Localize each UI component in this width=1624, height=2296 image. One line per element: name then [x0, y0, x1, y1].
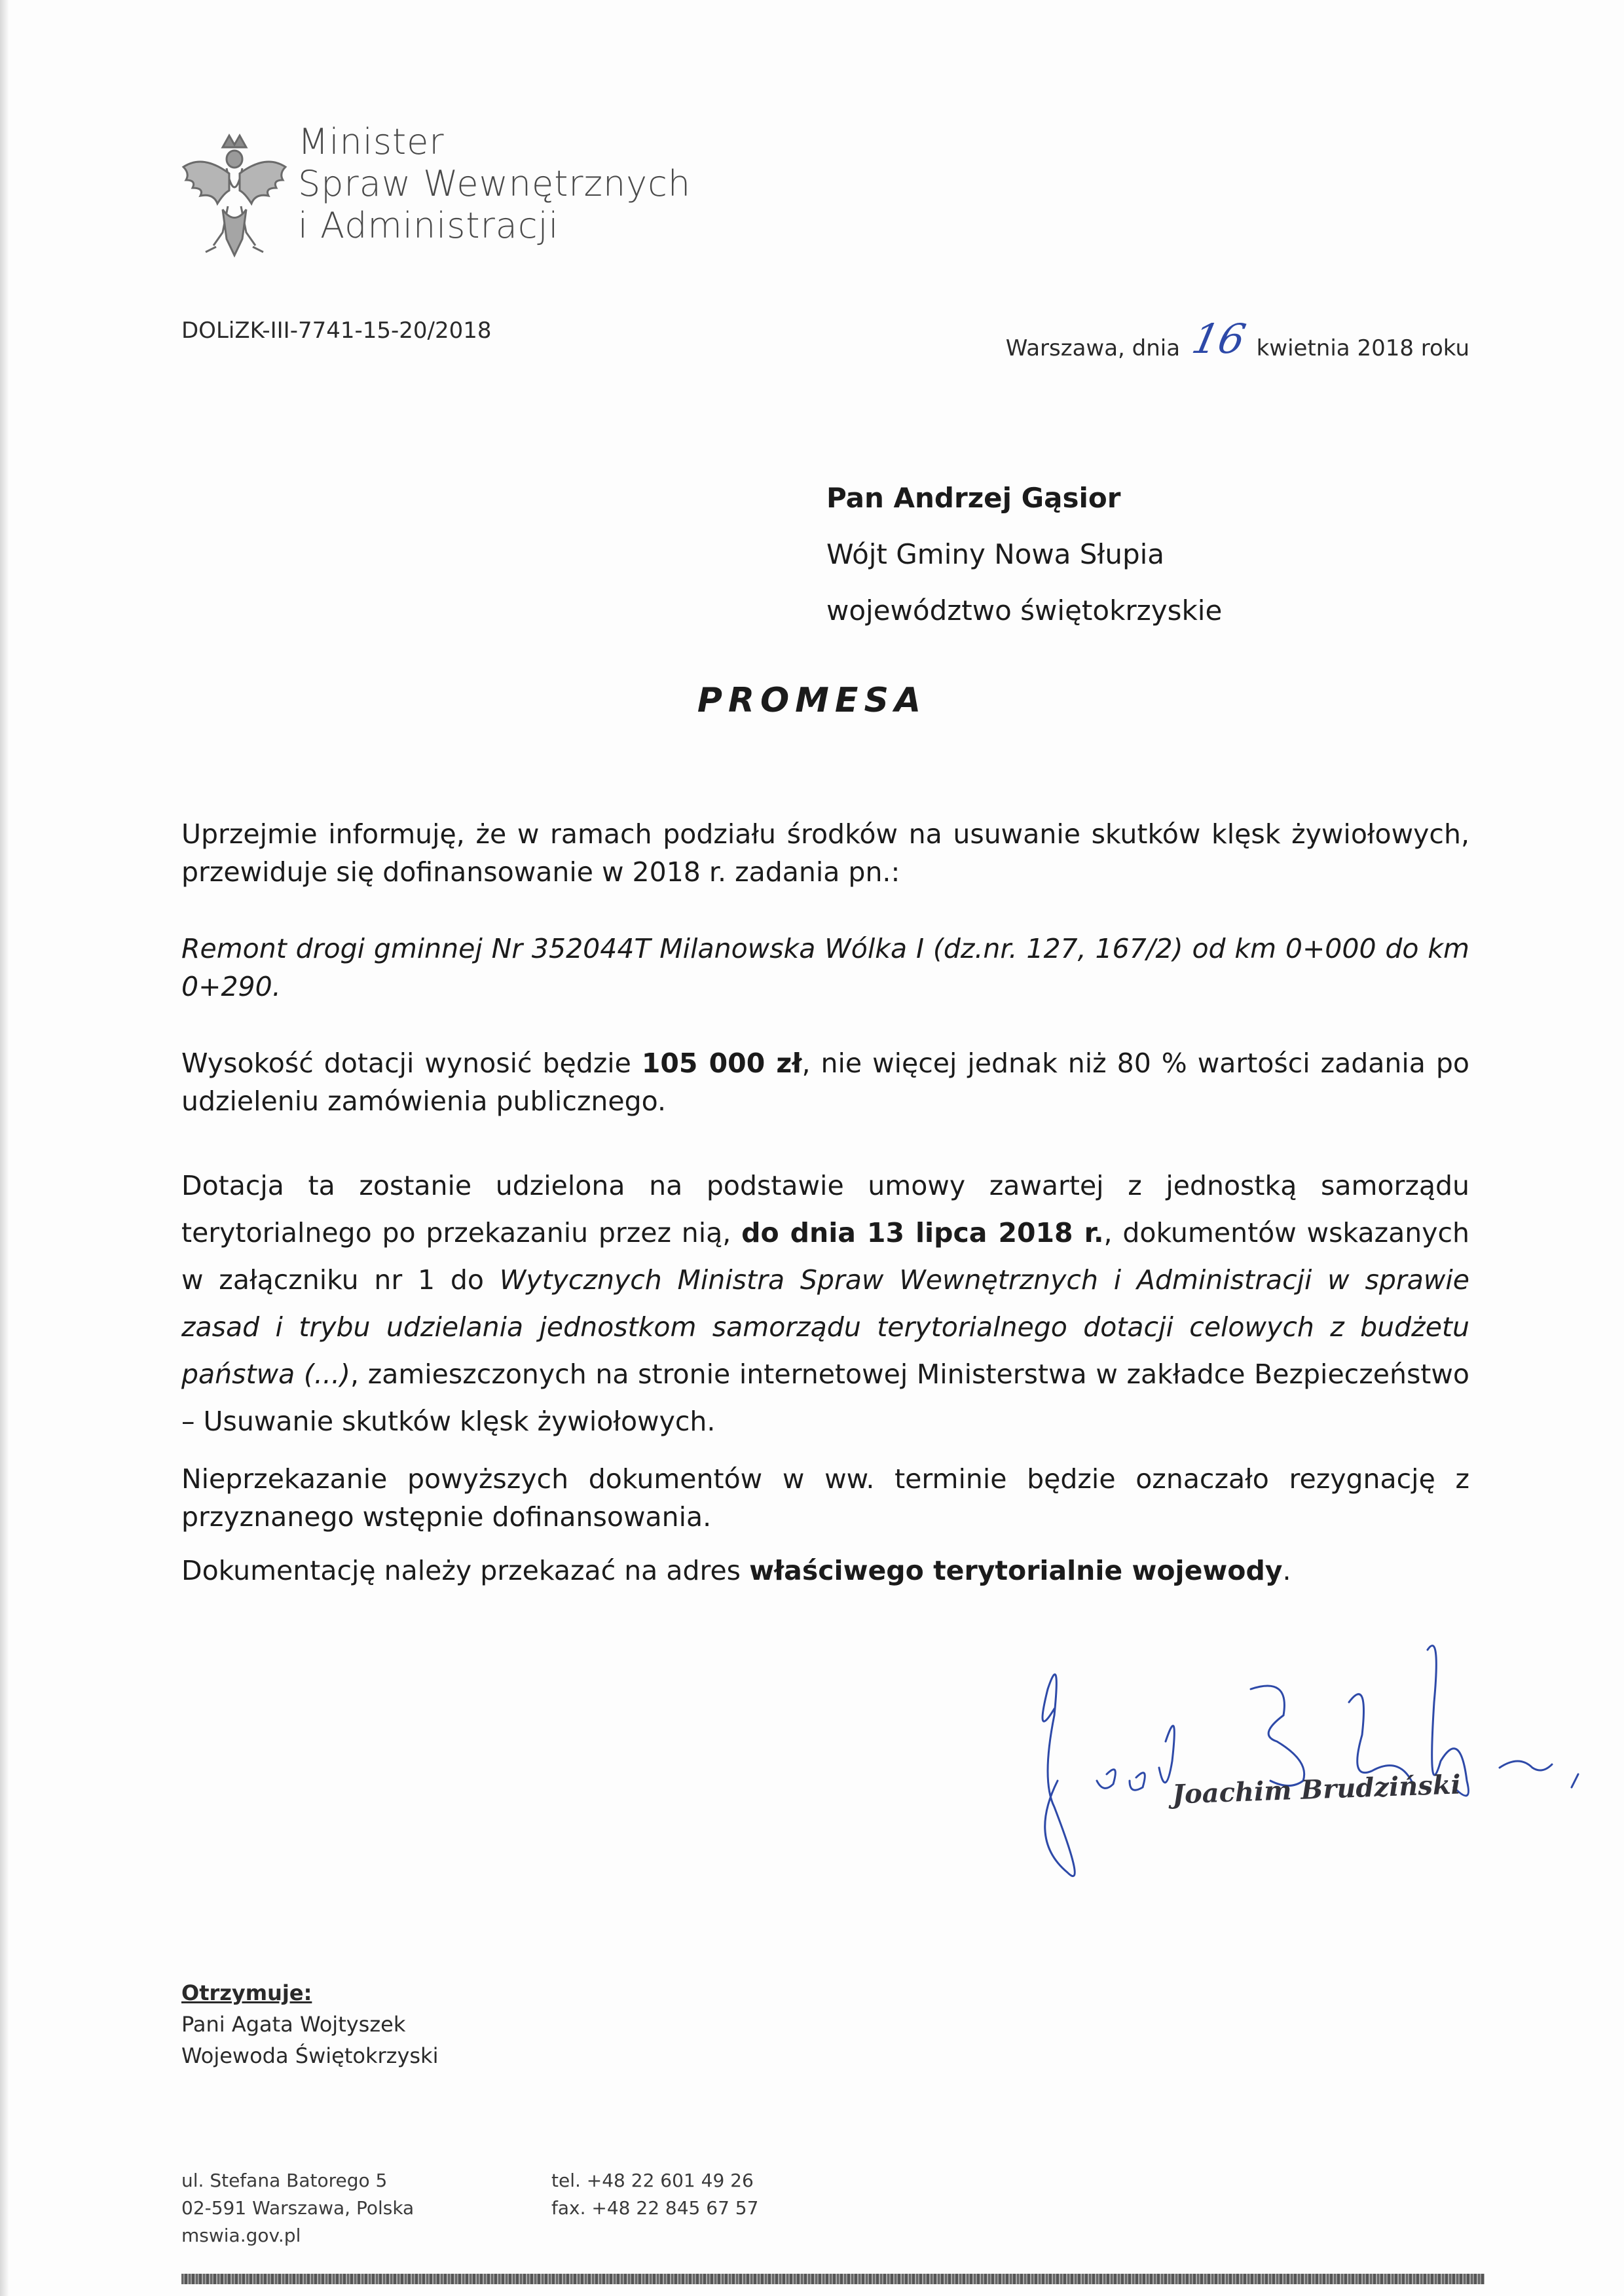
recipients-heading: Otrzymuje: [181, 1980, 312, 2005]
paragraph-grant-amount [181, 1044, 1469, 1120]
footer-phone: tel. +48 22 601 49 26 [551, 2170, 754, 2191]
footer-address [181, 2167, 414, 2250]
addressee-name: Pan Andrzej Gąsior [826, 482, 1121, 514]
addressee-region: województwo świętokrzyskie [826, 594, 1223, 627]
addressee-block [826, 470, 1222, 639]
footer-decorative-bar [181, 2274, 1485, 2284]
footer-street: ul. Stefana Batorego 5 [181, 2170, 388, 2191]
place-prefix: Warszawa, dnia [1005, 335, 1181, 361]
delivery-target: właściwego terytorialnie wojewody [749, 1555, 1283, 1586]
p4-text-c: , zamieszczonych na stronie internetowej Ministerstwa w zakładce Bezpieczeństwo – Usuwanie skutków klęsk żywiołowych. [181, 1358, 1469, 1437]
addressee-position: Wójt Gminy Nowa Słupia [826, 538, 1165, 570]
letterhead [177, 121, 766, 272]
recipients-block [181, 1977, 438, 2071]
p4-text-b: , dokumentów wskazanych w załączniku nr 1 do [181, 1217, 1469, 1296]
handwritten-day: 16 [1187, 315, 1250, 363]
p3-text-a: Wysokość dotacji wynosić będzie [181, 1048, 642, 1079]
handwritten-signature [1008, 1611, 1598, 1912]
guidelines-title: Wytycznych Ministra Spraw Wewnętrznych i Administracji w sprawie zasad i trybu udzielania jednostkom samorządu terytorialnego dotacji celowych z budżetu państwa (...) [181, 1264, 1469, 1390]
grant-amount: 105 000 zł [641, 1048, 802, 1079]
paragraph-delivery [181, 1552, 1469, 1590]
p6-text-b: . [1282, 1555, 1291, 1586]
ministry-line-2: Spraw Wewnętrznych [298, 163, 692, 204]
ministry-line-3: i Administracji [298, 205, 559, 246]
date-suffix: kwietnia 2018 roku [1256, 335, 1469, 361]
ministry-line-1: Minister [298, 121, 445, 162]
paragraph-intro: Uprzejmie informuję, że w ramach podziału środków na usuwanie skutków klęsk żywiołowych, przewiduje się dofinansowanie w 2018 r. zadania pn.: [181, 818, 1469, 888]
signatory-printed-name: Joachim Brudziński [1172, 1769, 1462, 1810]
p3-text-b: , nie więcej jednak niż 80 % wartości zadania po udzieleniu zamówienia publicznego. [181, 1048, 1469, 1117]
recipient-line-2: Wojewoda Świętokrzyski [181, 2043, 439, 2068]
footer-fax: fax. +48 22 845 67 57 [551, 2197, 759, 2219]
place-and-date [1005, 315, 1469, 365]
paragraph-task-name: Remont drogi gminnej Nr 352044T Milanowska Wólka I (dz.nr. 127, 167/2) od km 0+000 do km 0+290. [181, 933, 1469, 1002]
deadline: do dnia 13 lipca 2018 r. [741, 1217, 1104, 1248]
scan-page-edge [0, 0, 9, 2296]
reference-number: DOLiZK-III-7741-15-20/2018 [181, 318, 492, 344]
p6-text-a: Dokumentację należy przekazać na adres [181, 1555, 750, 1586]
ministry-name [298, 121, 691, 247]
footer-website: mswia.gov.pl [181, 2225, 301, 2246]
footer-city: 02-591 Warszawa, Polska [181, 2197, 415, 2219]
paragraph-conditions [181, 1162, 1469, 1445]
footer-contact [551, 2167, 758, 2222]
paragraph-warning: Nieprzekazanie powyższych dokumentów w ww. terminie będzie oznaczało rezygnację z przyznanego wstępnie dofinansowania. [181, 1463, 1469, 1533]
recipient-line-1: Pani Agata Wojtyszek [181, 2012, 406, 2037]
p4-text-a: Dotacja ta zostanie udzielona na podstawie umowy zawartej z jednostką samorządu terytorialnego po przekazaniu przez nią, [181, 1170, 1469, 1248]
document-title: PROMESA [697, 681, 927, 720]
polish-eagle-emblem-icon [177, 128, 291, 259]
